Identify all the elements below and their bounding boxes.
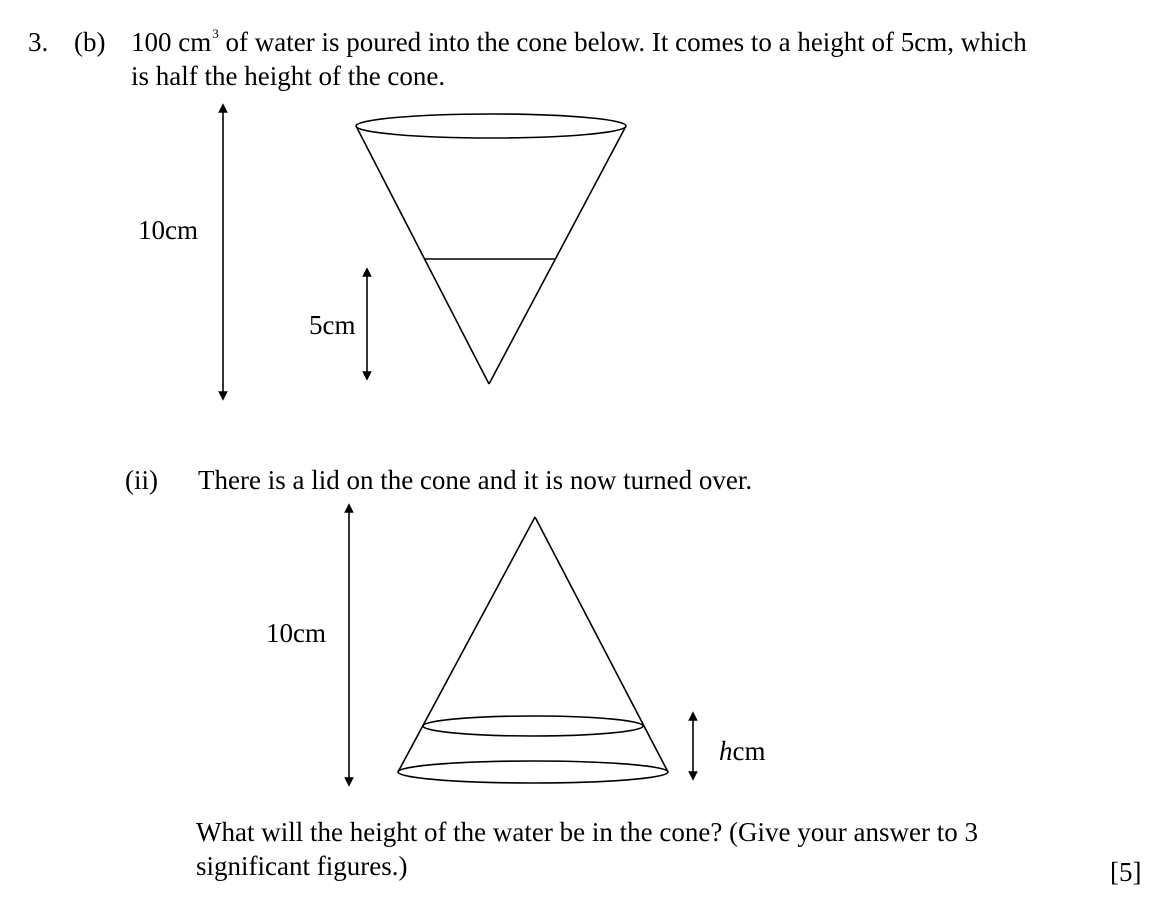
volume-unit-exponent: 3 xyxy=(212,26,219,41)
figure-1-height-label: 10cm xyxy=(138,215,198,245)
figure-1-water-label: 5cm xyxy=(309,310,356,340)
volume-unit: cm xyxy=(178,27,212,57)
figure-2-h-label xyxy=(719,735,766,767)
final-question-line-1: What will the height of the water be in the cone? (Give your answer to 3 xyxy=(196,817,978,847)
question-line-1-rest: of water is poured into the cone below. It comes to a height of 5cm, which xyxy=(225,27,1027,57)
final-question-line-2: significant figures.) xyxy=(196,851,408,881)
water-amount: 100 xyxy=(131,27,172,57)
h-variable: h xyxy=(719,736,733,766)
h-unit: cm xyxy=(732,736,766,766)
question-number: 3. xyxy=(28,27,49,57)
cone-2-base-ellipse xyxy=(398,761,668,783)
part-ii-text: There is a lid on the cone and it is now turned over. xyxy=(198,465,753,495)
question-part: (b) xyxy=(74,27,106,57)
question-line-2: is half the height of the cone. xyxy=(131,61,446,91)
figure-2-height-label: 10cm xyxy=(266,618,326,648)
marks-badge: [5] xyxy=(1110,857,1142,887)
part-ii-label: (ii) xyxy=(125,465,158,495)
water-surface-ellipse xyxy=(423,716,643,736)
